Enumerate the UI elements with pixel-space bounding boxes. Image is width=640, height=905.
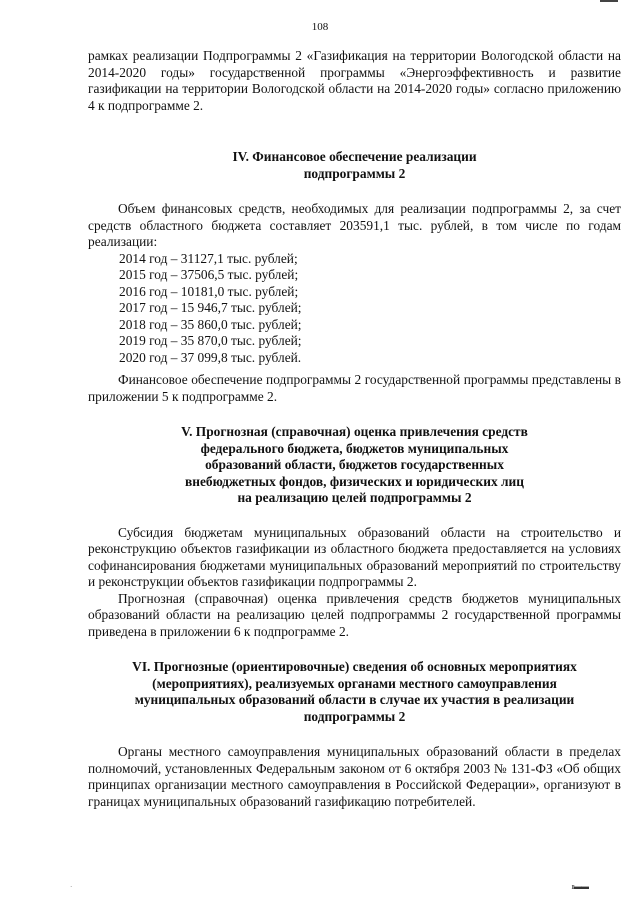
section-4-paragraph: Объем финансовых средств, необходимых для реализации подпрограммы 2, за счет средств областного бюджета составляет 203591,1 тыс. рублей, в том числе по годам реализации: [88, 201, 621, 249]
section-5-heading-line: внебюджетных фондов, физических и юридических лиц [185, 473, 524, 489]
section-4-heading-line: подпрограммы 2 [303, 165, 406, 181]
funding-year-item: 2020 год – 37 099,8 тыс. рублей. [119, 349, 302, 365]
section-6-heading-line: подпрограммы 2 [303, 708, 406, 724]
section-6-heading [88, 659, 621, 725]
section-5-heading-line: на реализацию целей подпрограммы 2 [237, 490, 472, 505]
funding-year-item: 2015 год – 37506,5 тыс. рублей; [119, 267, 299, 282]
section-5-heading-line: V. Прогнозная (справочная) оценка привлечения средств [181, 424, 528, 439]
funding-year-item: 2019 год – 35 870,0 тыс. рублей; [119, 333, 302, 348]
funding-by-year-list [88, 251, 621, 367]
funding-year-item: 2017 год – 15 946,7 тыс. рублей; [119, 300, 302, 315]
section-5-heading-line: образований области, бюджетов государственных [205, 457, 504, 472]
section-5-heading-line: федерального бюджета, бюджетов муниципальных [200, 440, 509, 456]
intro-paragraph: рамках реализации Подпрограммы 2 «Газификация на территории Вологодской области на 2014-2020 годы» государственной программы «Энергоэффективность и развитие газификации на территории Вологодской области на 2014-2020 годы» согласно приложению 4 к подпрограмме 2. [88, 48, 621, 113]
document-body [88, 48, 621, 810]
funding-year-item: 2014 год – 31127,1 тыс. рублей; [119, 250, 298, 266]
section-5-paragraph-1: Субсидия бюджетам муниципальных образований области на строительство и реконструкцию объектов газификации из областного бюджета предоставляется на условиях софинансирования бюджетами муниципальных образований мероприятий по строительству и реконструкции объектов газификации подпрограммы 2. [88, 524, 621, 589]
scan-mark: ıı▬▬ [571, 882, 588, 891]
section-5-heading [88, 424, 621, 507]
section-4-heading [88, 149, 621, 182]
section-6-heading-line: муниципальных образований области в случае их участия в реализации [134, 692, 575, 707]
funding-year-item: 2018 год – 35 860,0 тыс. рублей; [119, 316, 302, 332]
section-4-closing-paragraph: Финансовое обеспечение подпрограммы 2 государственной программы представлены в приложении 5 к подпрограмме 2. [88, 372, 621, 404]
section-6-heading-line: VI. Прогнозные (ориентировочные) сведения об основных мероприятиях [132, 659, 577, 674]
funding-year-item: 2016 год – 10181,0 тыс. рублей; [119, 283, 299, 299]
page-number: 108 [311, 21, 329, 33]
section-5-paragraph-2: Прогнозная (справочная) оценка привлечения средств бюджетов муниципальных образований области на реализацию целей подпрограммы 2 государственной программы приведена в приложении 6 к подпрограмме 2. [88, 590, 621, 639]
scan-artifact-dot: · [70, 883, 73, 891]
section-6-heading-line: (мероприятиях), реализуемых органами местного самоуправления [152, 675, 557, 691]
section-6-paragraph: Органы местного самоуправления муниципальных образований области в пределах полномочий, установленных Федеральным законом от 6 октября 2003 № 131-ФЗ «Об общих принципах организации местного самоуправления в Российской Федерации», организуют в границах муниципальных образований газификацию потребителей. [88, 744, 621, 809]
section-4-heading-line: IV. Финансовое обеспечение реализации [232, 149, 477, 164]
scan-corner-mark [600, 0, 618, 2]
